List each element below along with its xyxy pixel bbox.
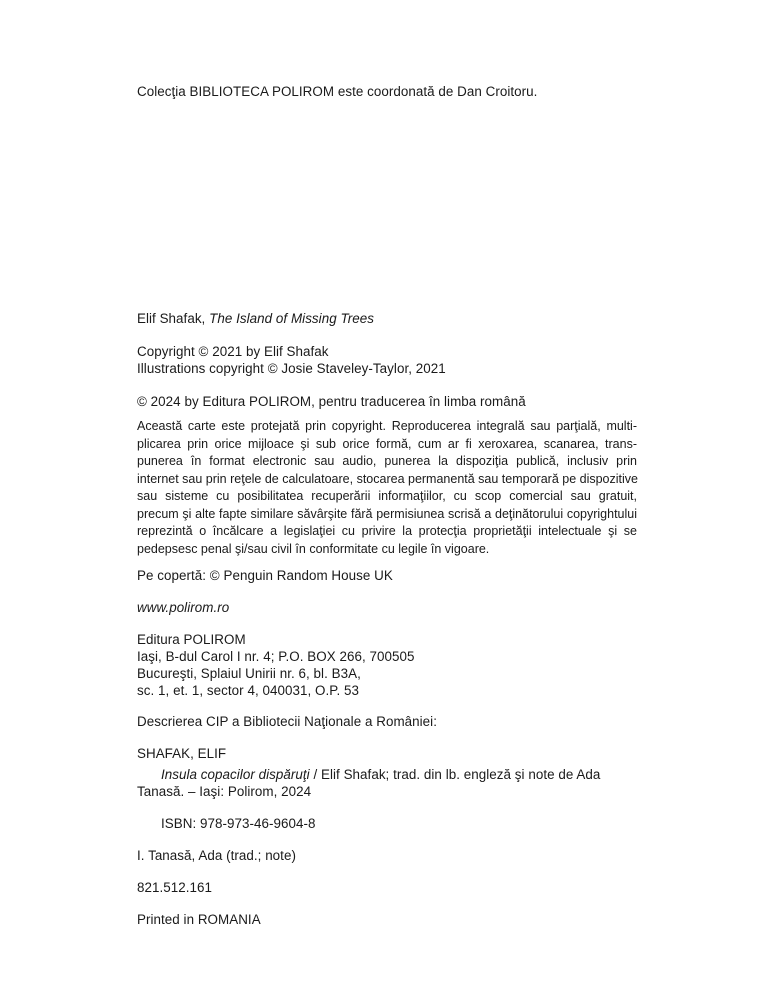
legal-notice-line: plicarea prin orice mijloace şi sub orice formă, cum ar fi xeroxarea, scanarea, trans- <box>137 436 637 451</box>
original-title: The Island of Missing Trees <box>209 311 374 326</box>
cip-added-entry: I. Tanasă, Ada (trad.; note) <box>137 848 296 863</box>
translation-rights: © 2024 by Editura POLIROM, pentru traducerea în limba română <box>137 394 526 409</box>
cover-credit: Pe copertă: © Penguin Random House UK <box>137 568 393 583</box>
legal-notice-line: precum şi alte fapte similare săvârşite fără permisiunea scrisă a deţinătorului copyrightului <box>137 506 637 521</box>
series-note: Colecţia BIBLIOTECA POLIROM este coordonată de Dan Croitoru. <box>137 84 538 99</box>
legal-notice-line: internet sau prin reţele de calculatoare, stocarea permanentă sau temporară pe dispozitive <box>137 471 638 486</box>
original-edition <box>137 310 374 327</box>
publisher-address-line: sc. 1, et. 1, sector 4, 040031, O.P. 53 <box>137 683 360 698</box>
legal-notice-line: sau sisteme cu posibilitatea recuperării informaţiilor, cu scop comercial sau gratuit, <box>137 489 637 503</box>
legal-notice-line: Această carte este protejată prin copyright. Reproducerea integrală sau parţială, multi- <box>137 419 637 433</box>
publisher-address-line: Bucureşti, Splaiul Unirii nr. 6, bl. B3A, <box>137 666 361 681</box>
cip-entry-line2: Tanasă. – Iaşi: Polirom, 2024 <box>137 784 312 799</box>
website-link[interactable]: www.polirom.ro <box>137 600 230 615</box>
illustrations-copyright-line: Illustrations copyright © Josie Staveley-Taylor, 2021 <box>137 361 446 376</box>
printed-in: Printed in ROMANIA <box>137 912 261 927</box>
publisher-address-line: Iaşi, B-dul Carol I nr. 4; P.O. BOX 266, 700505 <box>137 649 415 664</box>
cip-title: Insula copacilor dispăruţi <box>161 767 310 782</box>
publisher-name: Editura POLIROM <box>137 632 246 647</box>
cip-title-rest: / Elif Shafak; trad. din lb. engleză şi note de Ada <box>309 767 601 782</box>
cip-heading: Descrierea CIP a Bibliotecii Naţionale a României: <box>137 714 437 729</box>
cip-author-heading: SHAFAK, ELIF <box>137 746 227 761</box>
copyright-line: Copyright © 2021 by Elif Shafak <box>137 344 329 359</box>
legal-notice <box>137 418 637 558</box>
legal-notice-line: punerea în format electronic sau audio, punerea la dispoziţia publică, inclusiv prin <box>137 454 637 468</box>
original-author: Elif Shafak, <box>137 311 206 326</box>
legal-notice-line: reprezintă o încălcare a legislaţiei cu privire la protecţia proprietăţii intelectuale şi se <box>137 524 637 538</box>
cip-classification: 821.512.161 <box>137 880 213 895</box>
legal-notice-line: pedepsesc penal şi/sau civil în conformitate cu legile în vigoare. <box>137 541 490 556</box>
isbn: ISBN: 978-973-46-9604-8 <box>161 816 316 831</box>
cip-title-entry <box>161 766 600 783</box>
